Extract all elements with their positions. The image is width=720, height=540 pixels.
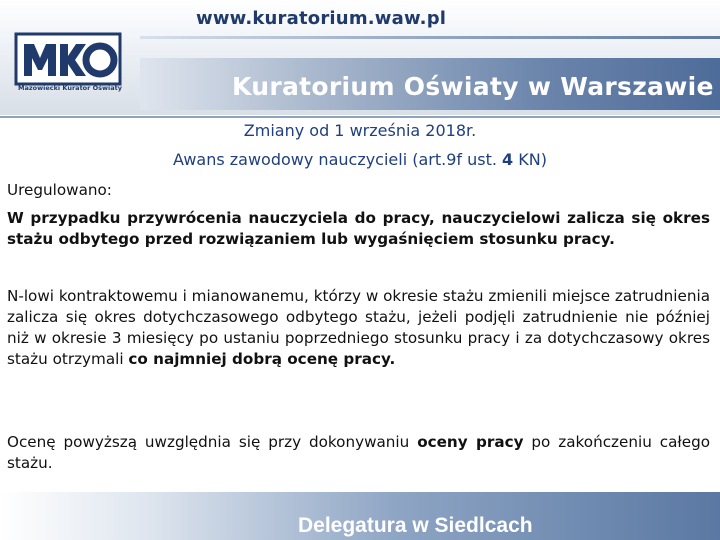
paragraph-1: W przypadku przywrócenia nauczyciela do pracy, nauczycielowi zalicza się okres stażu odbytego przed rozwiązaniem lub wygaśnięciem stosunku pracy. xyxy=(7,209,710,248)
paragraph-3-suffix: po zakończeniu całego stażu. xyxy=(7,433,710,472)
header-divider xyxy=(140,36,720,39)
slide-title-line1: Zmiany od 1 września 2018r. xyxy=(243,121,477,140)
title-line2-bold: 4 xyxy=(502,150,514,169)
header-rule xyxy=(0,116,720,118)
paragraph-3-prefix: Ocenę powyższą uwzględnia się przy dokonywaniu xyxy=(7,433,418,451)
logo-caption: Mazowiecki Kurator Oświaty xyxy=(18,84,122,92)
title-line2-prefix: Awans zawodowy nauczycieli (art.9f ust. xyxy=(173,150,503,169)
paragraph-3 xyxy=(7,432,710,474)
header-title: Kuratorium Oświaty w Warszawie xyxy=(232,72,714,101)
mko-logo-icon xyxy=(14,32,122,108)
site-url[interactable]: www.kuratorium.waw.pl xyxy=(196,8,447,29)
paragraph-2-text: N-lowi kontraktowemu i mianowanemu, którzy w okresie stażu zmienili miejsce zatrudnienia zalicza się okres dotychczasowego odbytego stażu, jeżeli podjęli zatrudnienie nie później niż w okresie 3 miesięcy po ustaniu poprzedniego stosunku pracy i za dotychczasowy okres stażu otrzymali xyxy=(7,287,710,368)
slide-title-line2 xyxy=(0,150,720,169)
paragraph-2 xyxy=(7,286,710,370)
paragraph-2-bold: co najmniej dobrą ocenę pracy. xyxy=(128,350,396,368)
footer-delegatura: Delegatura w Siedlcach xyxy=(298,514,533,537)
uregulowano-label: Uregulowano: xyxy=(7,181,112,199)
paragraph-3-bold: oceny pracy xyxy=(417,433,524,451)
title-line2-suffix: KN) xyxy=(513,150,547,169)
